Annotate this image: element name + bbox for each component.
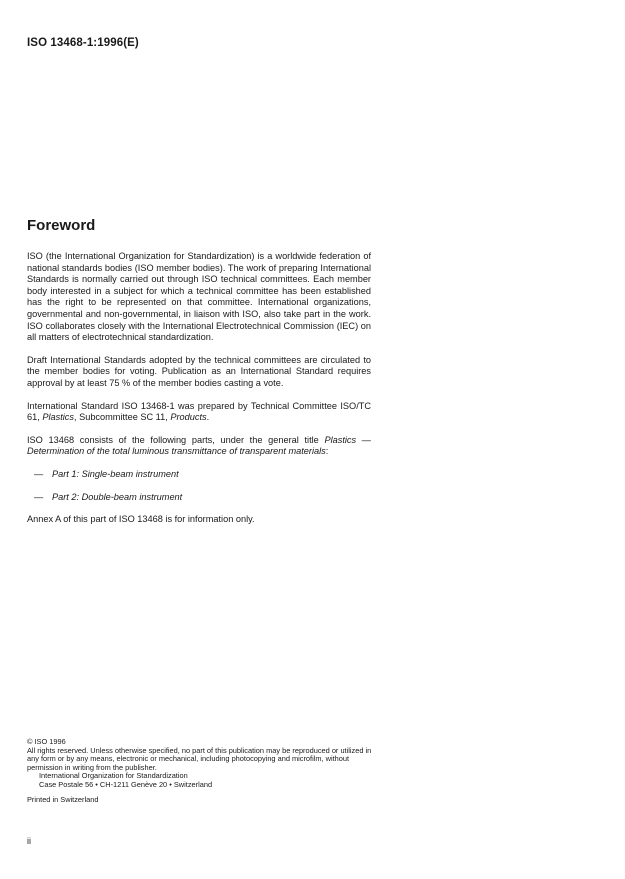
printed-in: Printed in Switzerland [27,794,99,804]
document-id: ISO 13468-1:1996(E) [27,37,139,49]
part-label: Part 1: Single-beam instrument [52,468,179,479]
paragraph-4-intro: ISO 13468 consists of the following parts, under the general title [27,434,325,445]
foreword-heading: Foreword [27,217,96,234]
part-list-item [27,469,371,481]
foreword-paragraph-5: Annex A of this part of ISO 13468 is for information only. [27,514,255,525]
foreword-paragraph-2: Draft International Standards adopted by the technical committees are circulated to the member bodies for voting. Publication as an International Standard requires approval by at least 75 % of the member bodies casting a vote. [27,354,371,388]
paragraph-3-text-c: . [206,412,210,423]
rights-notice: All rights reserved. Unless otherwise specified, no part of this publication may be reproduced or utilized in any form or by any means, electronic or mechanical, including photocopying and microfilm, without permission in writing from the publisher. [27,745,372,772]
organization-address: Case Postale 56 • CH-1211 Genève 20 • Switzerland [39,779,213,789]
paragraph-3-text-b: , Subcommittee SC 11, [73,412,171,423]
page-number: ii [27,836,31,846]
foreword-paragraph-3 [27,401,371,424]
foreword-paragraph-1: ISO (the International Organization for Standardization) is a worldwide federation of national standards bodies (ISO member bodies). The work of preparing International Standards is normally carried out through ISO technical committees. Each member body interested in a subject for which a technical committee has been established has the right to be represented on that committee. International organizations, governmental and non-governmental, in liaison with ISO, also take part in the work. ISO collaborates closely with the International Electrotechnical Commission (IEC) on all matters of electrotechnical standardization. [27,251,371,343]
foreword-paragraph-4 [27,435,371,458]
part-list-item [27,492,371,504]
paragraph-4-end: : [325,446,329,457]
foreword-body [27,251,371,537]
list-dash: — [34,491,44,502]
copyright-footer [27,738,372,804]
products-subcommittee-name: Products [170,412,207,423]
plastics-committee-name: Plastics [42,412,74,423]
organization-name: International Organization for Standardization [39,771,188,781]
paragraph-3-text-a: International Standard ISO 13468-1 was prepared by Technical Committee ISO/TC 61, [27,400,371,423]
general-title: Plastics — Determination of the total luminous transmittance of transparent materials [27,434,371,457]
part-label: Part 2: Double-beam instrument [52,491,183,502]
copyright-line: © ISO 1996 [27,737,66,746]
list-dash: — [34,468,44,479]
